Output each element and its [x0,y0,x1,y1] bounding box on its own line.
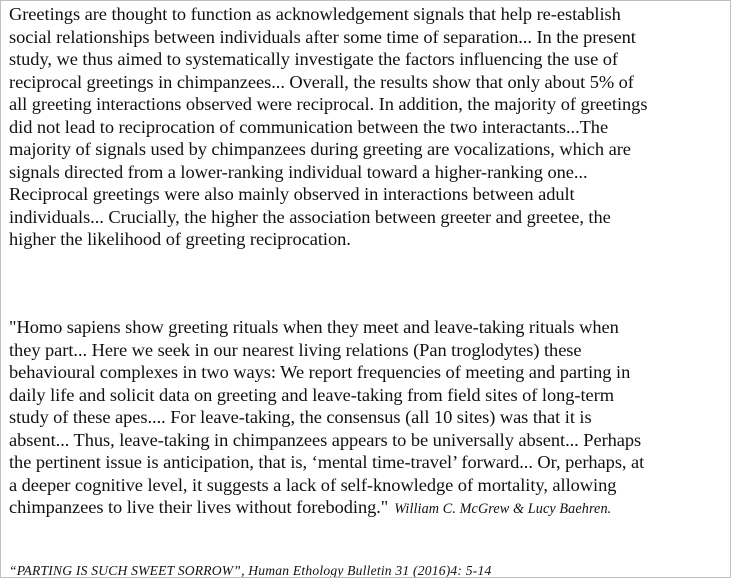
citation-source: “PARTING IS SUCH SWEET SORROW”, Human Ethology Bulletin 31 (2016)4: 5-14 [9,563,492,578]
quote-paragraph-2 [9,316,644,519]
text-line: all greeting interactions observed were reciprocal. In addition, the majority of greetings [9,94,648,114]
text-line: they part... Here we seek in our nearest living relations (Pan troglodytes) these [9,339,582,360]
quote-paragraph-1 [9,3,647,251]
text-line: a deeper cognitive level, it suggests a lack of self-knowledge of mortality, allowing [9,474,617,495]
text-line: the pertinent issue is anticipation, that is, ‘mental time-travel’ forward... Or, perhaps, at [9,452,645,472]
text-line: absent... Thus, leave-taking in chimpanzees appears to be universally absent... Perhaps [9,429,642,450]
text-line-with-citation [9,496,644,519]
text-line: social relationships between individuals after some time of separation... In the present [9,26,636,47]
text-line: higher the likelihood of greeting reciprocation. [9,229,351,249]
text-line: signals directed from a lower-ranking individual toward a higher-ranking one... [9,161,588,182]
text-line: study of these apes.... For leave-taking, the consensus (all 10 sites) was that it is [9,407,592,427]
text-line: "Homo sapiens show greeting rituals when they meet and leave-taking rituals when [9,317,619,337]
text-line: individuals... Crucially, the higher the association between greeter and greetee, the [9,206,611,227]
text-line: Reciprocal greetings were also mainly observed in interactions between adult [9,184,575,204]
quote-final-text: chimpanzees to live their lives without foreboding." [9,497,389,517]
text-line: daily life and solicit data on greeting and leave-taking from field sites of long-term [9,384,614,405]
text-line: reciprocal greetings in chimpanzees... Overall, the results show that only about 5% of [9,71,634,92]
text-line: did not lead to reciprocation of communication between the two interactants...The [9,116,609,137]
text-line: Greetings are thought to function as acknowledgement signals that help re-establish [9,4,621,24]
text-line: majority of signals used by chimpanzees during greeting are vocalizations, which are [9,139,631,159]
text-line: behavioural complexes in two ways: We report frequencies of meeting and parting in [9,362,631,382]
citation-author: William C. McGrew & Lucy Baehren. [394,501,612,517]
text-line: study, we thus aimed to systematically investigate the factors influencing the use of [9,49,618,69]
